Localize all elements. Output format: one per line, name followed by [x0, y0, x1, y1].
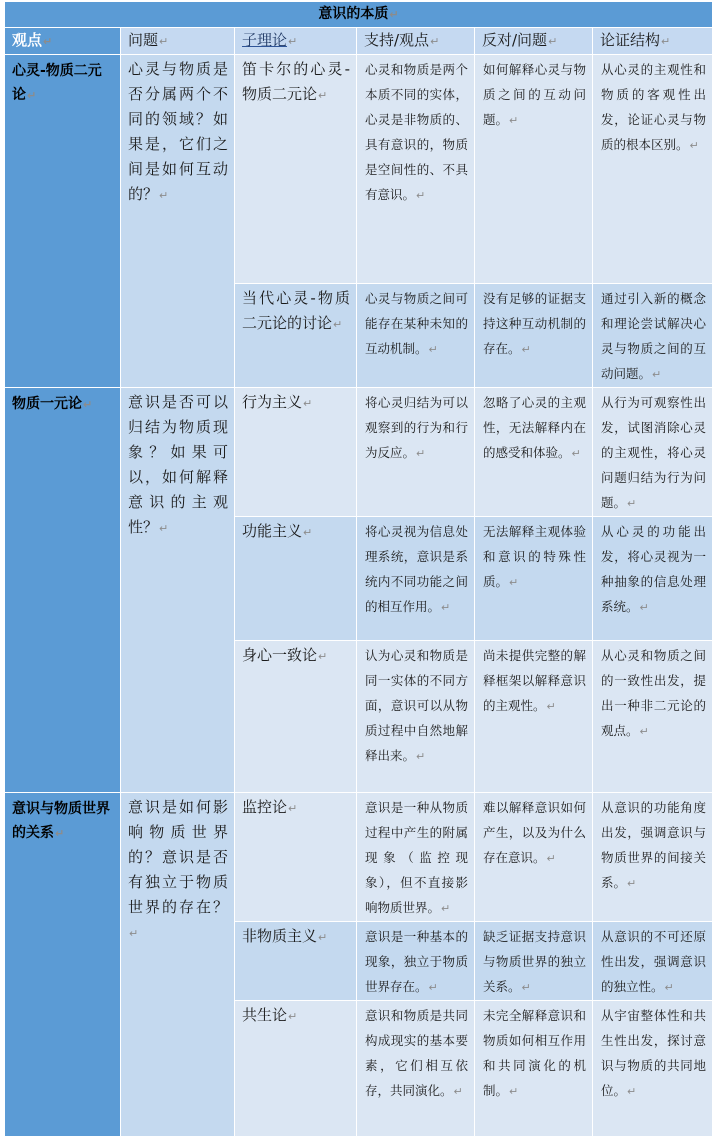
- oppose-cell: 没有足够的证据支持这种互动机制的存在。↵: [475, 284, 593, 388]
- table-row: [5, 388, 713, 517]
- subtheory-cell-text: 当代心灵-物质二元论的讨论: [242, 289, 350, 332]
- subtheory-cell: 当代心灵-物质二元论的讨论↵: [235, 284, 357, 388]
- question-cell: 意识是否可以归结为物质现象？如果可以，如何解释意识的主观性？↵: [121, 388, 235, 793]
- structure-cell: 从行为可观察性出发，试图消除心灵的主观性，将心灵问题归结为行为问题。↵: [593, 388, 713, 517]
- subtheory-cell: 共生论↵: [235, 1001, 357, 1137]
- structure-cell-text: 从意识的不可还原性出发，强调意识的独立性。: [601, 929, 707, 994]
- support-cell-text: 心灵和物质是两个本质不同的实体，心灵是非物质的、具有意识的，物质是空间性的、不具有意识。: [365, 62, 468, 202]
- question-text: 意识是如何影响物质世界的？意识是否有独立于物质世界的存在？: [128, 798, 228, 916]
- subtheory-cell-text: 功能主义: [242, 522, 303, 540]
- subtheory-cell-text: 非物质主义: [242, 927, 318, 945]
- structure-cell-text: 从心灵的功能出发，将心灵视为一种抽象的信息处理系统。: [601, 524, 707, 614]
- support-cell-text: 意识是一种从物质过程中产生的附属现象（监控现象），但不直接影响物质世界。: [365, 800, 468, 915]
- header-support: 支持/观点↵: [357, 28, 475, 55]
- question-cell: 心灵与物质是否分属两个不同的领域？如果是，它们之间是如何互动的？↵: [121, 55, 235, 388]
- oppose-cell-text: 没有足够的证据支持这种互动机制的存在。: [483, 291, 586, 356]
- support-cell: 意识和物质是共同构成现实的基本要素，它们相互依存，共同演化。↵: [357, 1001, 475, 1137]
- header-oppose: 反对/问题↵: [475, 28, 593, 55]
- view-text: 意识与物质世界的关系: [12, 801, 110, 841]
- subtheory-cell: 笛卡尔的心灵-物质二元论↵: [235, 55, 357, 284]
- structure-cell: 从心灵和物质之间的一致性出发，提出一种非二元论的观点。↵: [593, 641, 713, 793]
- structure-cell-text: 通过引入新的概念和理论尝试解决心灵与物质之间的互动问题。: [601, 291, 707, 381]
- table-row: [5, 793, 713, 922]
- support-cell-text: 将心灵视为信息处理系统，意识是系统内不同功能之间的相互作用。: [365, 524, 468, 614]
- structure-cell-text: 从宇宙整体性和共生性出发，探讨意识与物质的共同地位。: [601, 1008, 707, 1098]
- support-cell: 将心灵视为信息处理系统，意识是系统内不同功能之间的相互作用。↵: [357, 517, 475, 641]
- structure-cell: 从心灵的功能出发，将心灵视为一种抽象的信息处理系统。↵: [593, 517, 713, 641]
- subtheory-cell: 监控论↵: [235, 793, 357, 922]
- support-cell: 认为心灵和物质是同一实体的不同方面，意识可以从物质过程中自然地解释出来。↵: [357, 641, 475, 793]
- oppose-cell: 尚未提供完整的解释框架以解释意识的主观性。↵: [475, 641, 593, 793]
- question-text: 意识是否可以归结为物质现象？如果可以，如何解释意识的主观性？: [128, 393, 228, 536]
- view-text: 物质一元论: [12, 396, 82, 412]
- subtheory-cell: 行为主义↵: [235, 388, 357, 517]
- support-cell-text: 认为心灵和物质是同一实体的不同方面，意识可以从物质过程中自然地解释出来。: [365, 648, 468, 763]
- support-cell: 意识是一种基本的现象，独立于物质世界存在。↵: [357, 922, 475, 1001]
- oppose-cell: 难以解释意识如何产生，以及为什么存在意识。↵: [475, 793, 593, 922]
- oppose-cell-text: 未完全解释意识和物质如何相互作用和共同演化的机制。: [483, 1008, 586, 1098]
- structure-cell: 通过引入新的概念和理论尝试解决心灵与物质之间的互动问题。↵: [593, 284, 713, 388]
- subtheory-cell: 非物质主义↵: [235, 922, 357, 1001]
- header-structure: 论证结构↵: [593, 28, 713, 55]
- oppose-cell: 忽略了心灵的主观性，无法解释内在的感受和体验。↵: [475, 388, 593, 517]
- table-row: [5, 55, 713, 284]
- support-cell-text: 意识是一种基本的现象，独立于物质世界存在。: [365, 929, 468, 994]
- view-text: 心灵-物质二元论: [12, 63, 102, 103]
- header-row: [5, 28, 713, 55]
- header-view: 观点↵: [5, 28, 121, 55]
- subtheory-cell-text: 行为主义: [242, 393, 303, 411]
- question-cell: 意识是如何影响物质世界的？意识是否有独立于物质世界的存在？↵: [121, 793, 235, 1137]
- header-subtheory: 子理论↵: [235, 28, 357, 55]
- structure-cell: 从意识的功能角度出发，强调意识与物质世界的间接关系。↵: [593, 793, 713, 922]
- view-cell: 心灵-物质二元论↵: [5, 55, 121, 388]
- support-cell: 心灵与物质之间可能存在某种未知的互动机制。↵: [357, 284, 475, 388]
- subtheory-cell-text: 笛卡尔的心灵-物质二元论: [242, 60, 350, 103]
- structure-cell-text: 从意识的功能角度出发，强调意识与物质世界的间接关系。: [601, 800, 707, 890]
- structure-cell-text: 从心灵的主观性和物质的客观性出发，论证心灵与物质的根本区别。: [601, 62, 707, 152]
- subtheory-cell-text: 监控论: [242, 798, 288, 816]
- table-title-text: 意识的本质: [318, 6, 389, 22]
- support-cell: 将心灵归结为可以观察到的行为和行为反应。↵: [357, 388, 475, 517]
- oppose-cell-text: 忽略了心灵的主观性，无法解释内在的感受和体验。: [483, 395, 586, 460]
- header-question: 问题↵: [121, 28, 235, 55]
- oppose-cell: 如何解释心灵与物质之间的互动问题。↵: [475, 55, 593, 284]
- structure-cell: 从宇宙整体性和共生性出发，探讨意识与物质的共同地位。↵: [593, 1001, 713, 1137]
- question-text: 心灵与物质是否分属两个不同的领域？如果是，它们之间是如何互动的？: [128, 60, 228, 203]
- structure-cell-text: 从心灵和物质之间的一致性出发，提出一种非二元论的观点。: [601, 648, 707, 738]
- oppose-cell-text: 如何解释心灵与物质之间的互动问题。: [483, 62, 586, 127]
- support-cell-text: 意识和物质是共同构成现实的基本要素，它们相互依存，共同演化。: [365, 1008, 468, 1098]
- support-cell: 心灵和物质是两个本质不同的实体，心灵是非物质的、具有意识的，物质是空间性的、不具有意识。↵: [357, 55, 475, 284]
- oppose-cell-text: 缺乏证据支持意识与物质世界的独立关系。: [483, 929, 586, 994]
- paragraph-mark: ↵: [389, 8, 399, 21]
- oppose-cell: 未完全解释意识和物质如何相互作用和共同演化的机制。↵: [475, 1001, 593, 1137]
- structure-cell: 从心灵的主观性和物质的客观性出发，论证心灵与物质的根本区别。↵: [593, 55, 713, 284]
- support-cell: 意识是一种从物质过程中产生的附属现象（监控现象），但不直接影响物质世界。↵: [357, 793, 475, 922]
- oppose-cell-text: 难以解释意识如何产生，以及为什么存在意识。: [483, 800, 586, 865]
- view-cell: 意识与物质世界的关系↵: [5, 793, 121, 1137]
- support-cell-text: 将心灵归结为可以观察到的行为和行为反应。: [365, 395, 468, 460]
- subtheory-cell: 功能主义↵: [235, 517, 357, 641]
- support-cell-text: 心灵与物质之间可能存在某种未知的互动机制。: [365, 291, 468, 356]
- subtheory-cell-text: 身心一致论: [242, 646, 318, 664]
- oppose-cell-text: 尚未提供完整的解释框架以解释意识的主观性。: [483, 648, 586, 713]
- structure-cell: 从意识的不可还原性出发，强调意识的独立性。↵: [593, 922, 713, 1001]
- subtheory-cell: 身心一致论↵: [235, 641, 357, 793]
- oppose-cell-text: 无法解释主观体验和意识的特殊性质。: [483, 524, 586, 589]
- structure-cell-text: 从行为可观察性出发，试图消除心灵的主观性，将心灵问题归结为行为问题。: [601, 395, 707, 510]
- essence-of-consciousness-table: [4, 1, 713, 1137]
- oppose-cell: 无法解释主观体验和意识的特殊性质。↵: [475, 517, 593, 641]
- subtheory-cell-text: 共生论: [242, 1006, 288, 1024]
- table-title: [5, 2, 713, 28]
- view-cell: 物质一元论↵: [5, 388, 121, 793]
- oppose-cell: 缺乏证据支持意识与物质世界的独立关系。↵: [475, 922, 593, 1001]
